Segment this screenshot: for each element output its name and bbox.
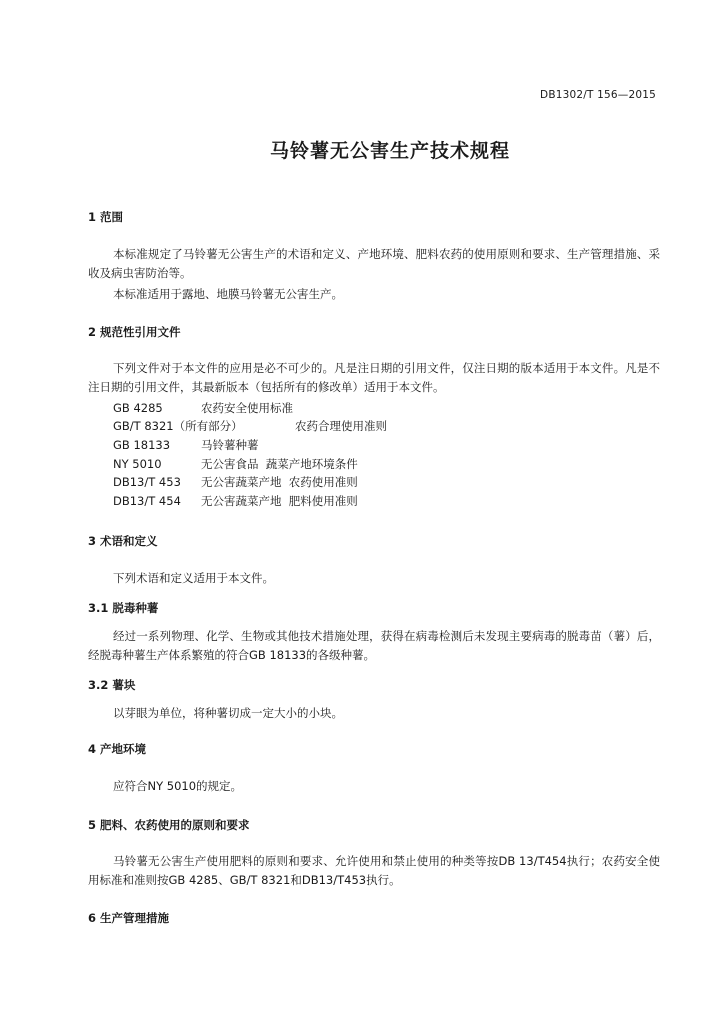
reference-item xyxy=(113,493,358,509)
reference-name: 马铃薯种薯 xyxy=(201,438,259,452)
reference-item xyxy=(113,456,358,472)
section-heading-fertilizer-pesticide: 5 肥料、农药使用的原则和要求 xyxy=(88,818,250,832)
document-title: 马铃薯无公害生产技术规程 xyxy=(269,140,510,162)
reference-code: NY 5010 xyxy=(113,457,162,471)
subsection-heading-virus-free-seed: 3.1 脱毒种薯 xyxy=(88,601,159,615)
subsection-heading-tuber-pieces: 3.2 薯块 xyxy=(88,678,136,692)
standard-code: DB1302/T 156—2015 xyxy=(540,89,656,101)
reference-name: 无公害食品 蔬菜产地环境条件 xyxy=(201,457,358,471)
reference-code: DB13/T 453 xyxy=(113,475,181,489)
tuber-pieces-definition: 以芽眼为单位，将种薯切成一定大小的小块。 xyxy=(113,706,343,720)
section-heading-production-environment: 4 产地环境 xyxy=(88,742,147,756)
fertilizer-pesticide-paragraph: 马铃薯无公害生产使用肥料的原则和要求、允许使用和禁止使用的种类等按DB 13/T454执行；农药安全使用标准和准则按GB 4285、GB/T 8321和DB13/T453执行。 xyxy=(88,854,660,887)
reference-code: GB 4285 xyxy=(113,401,163,415)
scope-paragraph-2: 本标准适用于露地、地膜马铃薯无公害生产。 xyxy=(113,287,343,301)
reference-name: 无公害蔬菜产地 肥料使用准则 xyxy=(201,494,358,508)
reference-name: 农药安全使用标准 xyxy=(201,401,293,415)
reference-code: DB13/T 454 xyxy=(113,494,181,508)
reference-name: 农药合理使用准则 xyxy=(295,419,387,433)
reference-item xyxy=(113,418,387,434)
reference-code: GB 18133 xyxy=(113,438,171,452)
section-heading-terms-definitions: 3 术语和定义 xyxy=(88,534,158,548)
reference-item xyxy=(113,474,358,490)
reference-item xyxy=(113,437,259,453)
reference-code: GB/T 8321（所有部分） xyxy=(113,419,243,433)
reference-name: 无公害蔬菜产地 农药使用准则 xyxy=(201,475,358,489)
section-heading-normative-references: 2 规范性引用文件 xyxy=(88,325,181,339)
terms-intro-paragraph: 下列术语和定义适用于本文件。 xyxy=(113,571,274,585)
virus-free-seed-definition: 经过一系列物理、化学、生物或其他技术措施处理，获得在病毒检测后未发现主要病毒的脱毒苗（薯）后，经脱毒种薯生产体系繁殖的符合GB 18133的各级种薯。 xyxy=(88,629,660,662)
section-heading-scope: 1 范围 xyxy=(88,210,124,224)
production-environment-paragraph: 应符合NY 5010的规定。 xyxy=(113,779,243,793)
scope-paragraph-1: 本标准规定了马铃薯无公害生产的术语和定义、产地环境、肥料农药的使用原则和要求、生产管理措施、采收及病虫害防治等。 xyxy=(88,247,660,280)
reference-item xyxy=(113,400,293,416)
references-intro-paragraph: 下列文件对于本文件的应用是必不可少的。凡是注日期的引用文件，仅注日期的版本适用于本文件。凡是不注日期的引用文件，其最新版本（包括所有的修改单）适用于本文件。 xyxy=(88,361,660,394)
section-heading-production-management: 6 生产管理措施 xyxy=(88,911,170,925)
